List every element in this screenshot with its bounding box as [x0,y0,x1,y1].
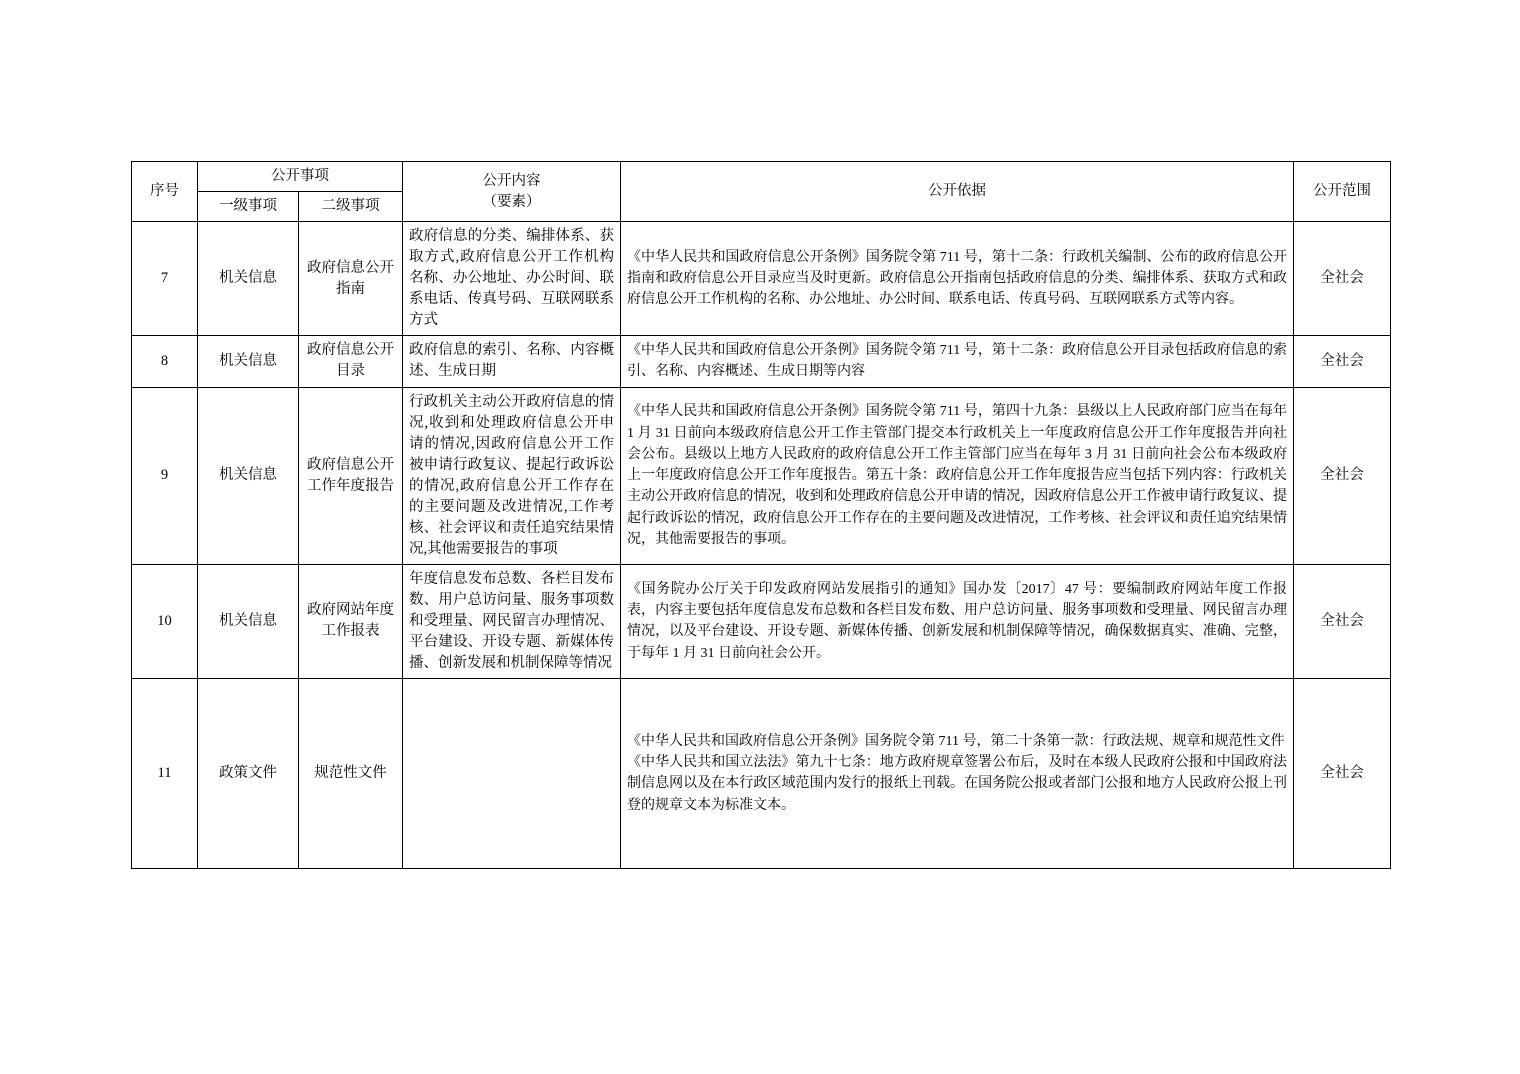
cell-basis [621,387,1294,564]
cell-level1: 机关信息 [198,222,299,336]
cell-scope: 全社会 [1294,336,1391,388]
table-row [132,678,1391,868]
cell-seq: 8 [132,336,198,388]
cell-level1: 政策文件 [198,678,299,868]
cell-level1: 机关信息 [198,336,299,388]
cell-seq: 11 [132,678,198,868]
header-row-1 [132,162,1391,192]
cell-level2: 政府网站年度工作报表 [299,564,403,678]
cell-basis [621,564,1294,678]
column-header-content-line2: （要素） [482,193,541,210]
table-header [132,162,1391,222]
table-row [132,387,1391,564]
table-row [132,336,1391,388]
column-header-content [403,162,621,222]
cell-scope: 全社会 [1294,387,1391,564]
basis-paragraph: 《国务院办公厅关于印发政府网站发展指引的通知》国办发〔2017〕47 号：要编制政府网站年度工作报表，内容主要包括年度信息发布总数和各栏目发布数、用户总访问量、服务事项数和受理量、网民留言办理情况，以及平台建设、开设专题、新媒体传播、创新发展和机制保障等情况，确保数据真实、准确、完整，于每年 1 月 31 日前向社会公开。 [627,581,1287,661]
basis-paragraph: 《中华人民共和国立法法》第九十七条：地方政府规章签署公布后，及时在本级人民政府公报和中国政府法制信息网以及在本行政区域范围内发行的报纸上刊载。在国务院公报或者部门公报和地方人民政府公报上刊登的规章文本为标准文本。 [627,755,1287,813]
table-body [132,222,1391,869]
column-header-scope: 公开范围 [1294,162,1391,222]
column-header-item-group: 公开事项 [198,162,403,192]
column-header-content-line1: 公开内容 [482,172,541,189]
cell-level1: 机关信息 [198,564,299,678]
cell-content: 年度信息发布总数、各栏目发布数、用户总访问量、服务事项数和受理量、网民留言办理情况、平台建设、开设专题、新媒体传播、创新发展和机制保障等情况 [403,564,621,678]
table-row [132,222,1391,336]
cell-basis [621,336,1294,388]
cell-basis [621,222,1294,336]
table-row [132,564,1391,678]
column-header-basis: 公开依据 [621,162,1294,222]
cell-scope: 全社会 [1294,564,1391,678]
basis-paragraph: 《中华人民共和国政府信息公开条例》国务院令第 711 号，第四十九条：县级以上人民政府部门应当在每年 1 月 31 日前向本级政府信息公开工作主管部门提交本行政机关上一年度政府信息公开工作年度报告并向社会公布。县级以上地方人民政府的政府信息公开工作主管部门应当在每年 3 月 31 日前向社会公布本级政府上一年度政府信息公开工作年度报告。第五十条：政府信息公开工作年度报告应当包括下列内容：行政机关主动公开政府信息的情况，收到和处理政府信息公开申请的情况，因政府信息公开工作被申请行政复议、提起行政诉讼的情况，政府信息公开工作存在的主要问题及改进情况，工作考核、社会评议和责任追究结果情况，其他需要报告的事项。 [627,404,1287,547]
cell-seq: 7 [132,222,198,336]
column-header-level2: 二级事项 [299,192,403,222]
basis-paragraph: 《中华人民共和国政府信息公开条例》国务院令第 711 号，第二十条第一款：行政法规、规章和规范性文件 [627,733,1285,749]
cell-level2: 政府信息公开目录 [299,336,403,388]
cell-level2: 规范性文件 [299,678,403,868]
cell-basis [621,678,1294,868]
cell-content: 政府信息的分类、编排体系、获取方式,政府信息公开工作机构名称、办公地址、办公时间、联系电话、传真号码、互联网联系方式 [403,222,621,336]
cell-level2: 政府信息公开工作年度报告 [299,387,403,564]
cell-content: 政府信息的索引、名称、内容概述、生成日期 [403,336,621,388]
cell-level2: 政府信息公开指南 [299,222,403,336]
cell-scope: 全社会 [1294,678,1391,868]
cell-content: 行政机关主动公开政府信息的情况,收到和处理政府信息公开申请的情况,因政府信息公开工作被申请行政复议、提起行政诉讼的情况,政府信息公开工作存在的主要问题及改进情况,工作考核、社会评议和责任追究结果情况,其他需要报告的事项 [403,387,621,564]
disclosure-items-table [131,161,1391,869]
cell-scope: 全社会 [1294,222,1391,336]
cell-seq: 10 [132,564,198,678]
cell-content [403,678,621,868]
basis-paragraph: 《中华人民共和国政府信息公开条例》国务院令第 711 号，第十二条：政府信息公开目录包括政府信息的索引、名称、内容概述、生成日期等内容 [627,343,1287,380]
cell-seq: 9 [132,387,198,564]
cell-level1: 机关信息 [198,387,299,564]
column-header-seq: 序号 [132,162,198,222]
basis-paragraph: 《中华人民共和国政府信息公开条例》国务院令第 711 号，第十二条：行政机关编制、公布的政府信息公开指南和政府信息公开目录应当及时更新。政府信息公开指南包括政府信息的分类、编排体系、获取方式和政府信息公开工作机构的名称、办公地址、办公时间、联系电话、传真号码、互联网联系方式等内容。 [627,249,1287,308]
column-header-level1: 一级事项 [198,192,299,222]
